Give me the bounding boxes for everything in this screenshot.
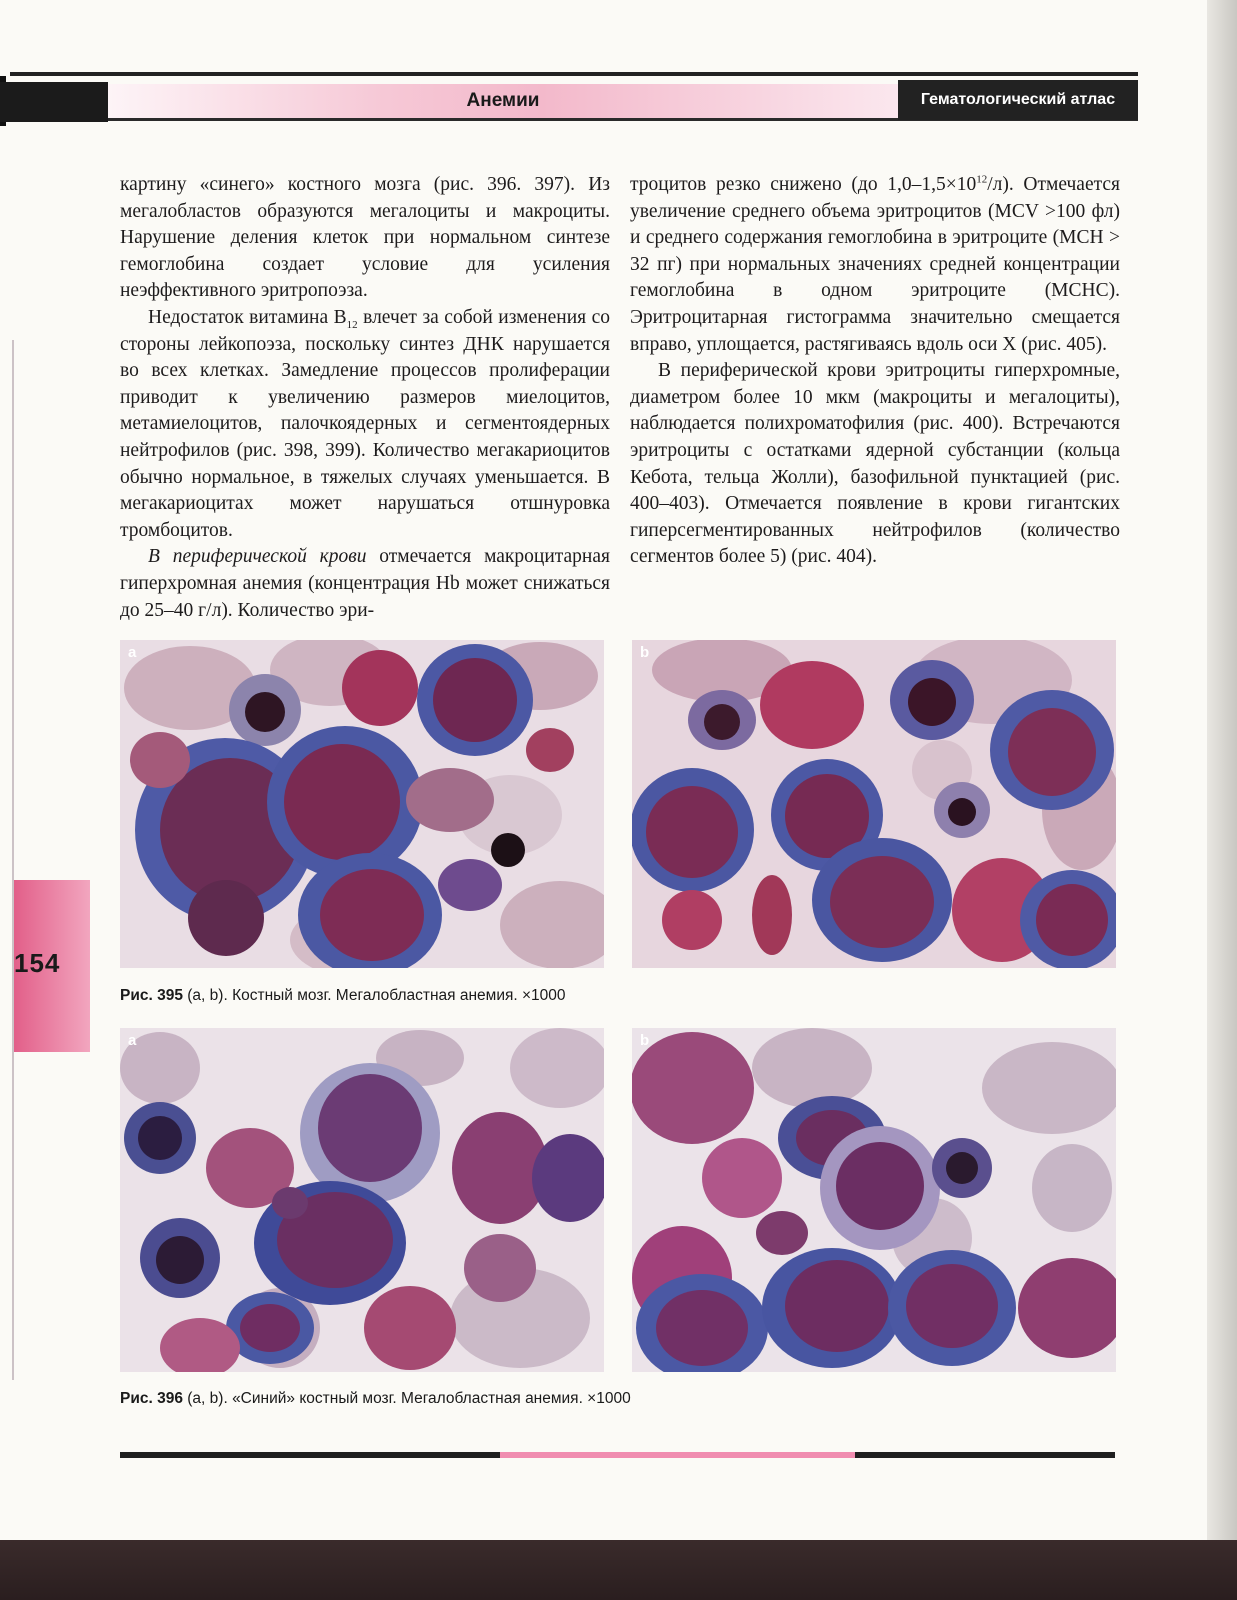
footer-rule-left	[120, 1452, 500, 1458]
figure-caption: Рис. 395 (a, b). Костный мозг. Мегалобластная анемия. ×1000	[120, 987, 566, 1004]
side-margin-line	[12, 340, 14, 1380]
section-title: Анемии	[466, 90, 540, 111]
micrograph-395b	[632, 640, 1116, 968]
micrograph-396b	[632, 1028, 1116, 1372]
figure-caption: Рис. 396 (a, b). «Синий» костный мозг. Мегалобластная анемия. ×1000	[120, 1390, 631, 1407]
text-column-right	[630, 172, 1120, 571]
header-top-rule	[10, 72, 1138, 76]
figure-label: a	[128, 1032, 137, 1049]
footer-rule-pink	[500, 1452, 855, 1458]
paragraph: троцитов резко снижено (до $1,0-1,5\times 10^{12}/л$). Отмечается увеличение среднего объема эритроцитов (MCV >100 фл) и среднего содержания гемоглобина в эритроците (MCH > 32 пг) при нормальных значениях средней концентрации гемоглобина в одном эритроците (MCHC). Эритроцитарная гистограмма значительно смещается вправо, уплощается, растягиваясь вдоль оси X (рис. 405).	[630, 173, 1120, 355]
figure-label: b	[640, 644, 650, 661]
paragraph: В периферической крови эритроциты гиперхромные, диаметром более 10 мкм (макроциты и мегалоциты), наблюдается полихроматофилия (рис. 400). Встречаются эритроциты с остатками ядерной субстанции (кольца Кебота, тельца Жолли), базофильной пунктацией (рис. 400–403). Отмечается появление в крови гигантских гиперсегментированных нейтрофилов (количество сегментов более 5) (рис. 404).	[630, 360, 1120, 568]
micrograph-396a	[120, 1028, 604, 1372]
paragraph: В периферической крови отмечается макроцитарная гиперхромная анемия (концентрация Hb может снижаться до 25–40 г/л). Количество эри-	[120, 546, 610, 621]
scan-bottom-band	[0, 1540, 1237, 1600]
book-title: Гематологический атлас	[898, 80, 1138, 120]
micrograph-395a	[120, 640, 604, 968]
header-left-block	[0, 82, 108, 122]
page-edge	[1207, 0, 1237, 1540]
text-column-left	[120, 172, 610, 624]
footer-rule-right	[855, 1452, 1115, 1458]
page-number: 154	[14, 948, 61, 978]
paragraph: картину «синего» костного мозга (рис. 396. 397). Из мегалобластов образуются мегалоциты и макроциты. Нарушение деления клеток при нормальном синтезе гемоглобина создает условие для усиления неэффективного эритропоэза.	[120, 174, 610, 302]
figure-label: b	[640, 1032, 650, 1049]
paragraph: Недостаток витамина $B_{12}$ влечет за собой изменения со стороны лейкопоэза, поскольку синтез ДНК нарушается во всех клетках. Замедление процессов пролиферации приводит к увеличению размеров миелоцитов, метамиелоцитов, палочкоядерных и сегментоядерных нейтрофилов (рис. 398, 399). Количество мегакариоцитов обычно нормальное, в тяжелых случаях уменьшается. В мегакариоцитах может нарушаться отшнуровка тромбоцитов.	[120, 306, 611, 541]
emphasis: В периферической крови	[148, 546, 367, 568]
figure-label: a	[128, 644, 137, 661]
